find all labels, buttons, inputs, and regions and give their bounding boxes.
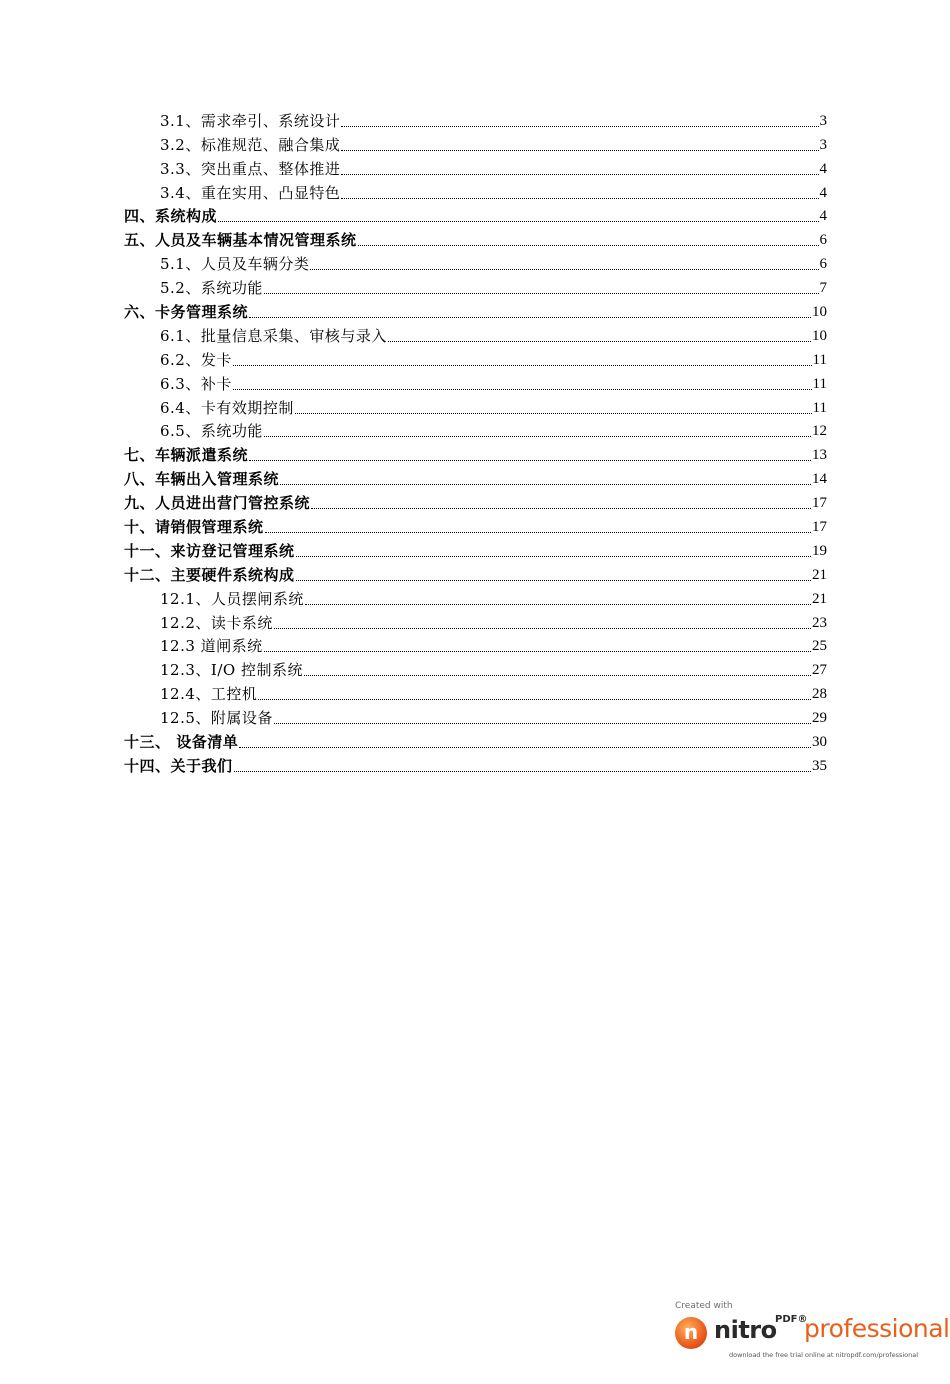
- toc-entry-page: 21: [812, 590, 827, 607]
- toc-entry-label: 十三、 设备清单: [124, 733, 239, 752]
- toc-entry-label: 九、人员进出营门管控系统: [124, 494, 311, 513]
- toc-entry-page: 3: [819, 136, 827, 153]
- toc-entry-page: 7: [819, 280, 827, 297]
- toc-entry[interactable]: [124, 202, 827, 226]
- toc-dot-leader: [234, 759, 811, 772]
- toc-entry-label: 3.4、重在实用、凸显特色: [160, 183, 341, 202]
- toc-dot-leader: [341, 162, 818, 175]
- toc-entry-page: 30: [812, 734, 827, 751]
- toc-entry-page: 29: [812, 710, 827, 727]
- toc-entry[interactable]: [124, 727, 827, 751]
- toc-dot-leader: [358, 233, 819, 246]
- toc-entry-page: 17: [812, 495, 827, 512]
- toc-entry[interactable]: [124, 393, 827, 417]
- toc-entry-label: 3.1、需求牵引、系统设计: [160, 111, 341, 130]
- toc-dot-leader: [264, 424, 811, 437]
- toc-entry[interactable]: [124, 345, 827, 369]
- toc-entry-page: 17: [812, 519, 827, 536]
- nitro-logo-icon: n: [675, 1317, 707, 1349]
- toc-entry[interactable]: [124, 440, 827, 464]
- watermark-created-with: Created with: [675, 1301, 733, 1311]
- toc-entry-page: 25: [812, 638, 827, 655]
- watermark-pdf: PDF®: [775, 1314, 808, 1325]
- watermark-brand: nitro: [714, 1316, 777, 1344]
- toc-entry-label: 四、系统构成: [124, 207, 218, 226]
- toc-dot-leader: [233, 353, 812, 366]
- toc-entry-label: 12.4、工控机: [160, 685, 258, 704]
- nitro-watermark: [672, 1300, 950, 1364]
- toc-dot-leader: [296, 544, 811, 557]
- toc-entry-page: 4: [819, 184, 827, 201]
- table-of-contents: [124, 106, 827, 775]
- toc-entry-page: 13: [812, 447, 827, 464]
- toc-entry-label: 3.3、突出重点、整体推进: [160, 159, 341, 178]
- toc-entry-page: 21: [812, 566, 827, 583]
- toc-entry-label: 12.1、人员摆闸系统: [160, 589, 304, 608]
- toc-entry-page: 3: [819, 112, 827, 129]
- toc-entry-label: 12.3 道闸系统: [160, 637, 263, 656]
- toc-entry[interactable]: [124, 178, 827, 202]
- toc-entry-label: 6.2、发卡: [160, 350, 232, 369]
- toc-entry-page: 6: [819, 256, 827, 273]
- toc-entry[interactable]: [124, 464, 827, 488]
- toc-entry[interactable]: [124, 106, 827, 130]
- toc-entry[interactable]: [124, 369, 827, 393]
- toc-dot-leader: [304, 663, 811, 676]
- toc-entry-page: 19: [812, 542, 827, 559]
- toc-entry[interactable]: [124, 560, 827, 584]
- toc-entry-label: 五、人员及车辆基本情况管理系统: [124, 231, 357, 250]
- toc-dot-leader: [388, 329, 811, 342]
- toc-entry[interactable]: [124, 273, 827, 297]
- toc-entry-label: 十一、来访登记管理系统: [124, 541, 295, 560]
- toc-entry[interactable]: [124, 655, 827, 679]
- toc-entry-label: 6.5、系统功能: [160, 422, 263, 441]
- toc-dot-leader: [249, 448, 811, 461]
- toc-entry-label: 6.3、补卡: [160, 374, 232, 393]
- toc-entry[interactable]: [124, 751, 827, 775]
- toc-entry-label: 十、请销假管理系统: [124, 518, 264, 537]
- toc-entry-label: 6.4、卡有效期控制: [160, 398, 294, 417]
- toc-dot-leader: [218, 209, 818, 222]
- toc-entry-label: 12.5、附属设备: [160, 709, 273, 728]
- toc-dot-leader: [239, 735, 811, 748]
- toc-entry-page: 27: [812, 662, 827, 679]
- toc-entry-page: 4: [819, 160, 827, 177]
- toc-entry[interactable]: [124, 512, 827, 536]
- toc-entry[interactable]: [124, 321, 827, 345]
- toc-entry-label: 八、车辆出入管理系统: [124, 470, 280, 489]
- toc-entry-page: 14: [812, 471, 827, 488]
- toc-entry-label: 6.1、批量信息采集、审核与录入: [160, 326, 387, 345]
- toc-entry-page: 11: [812, 399, 827, 416]
- toc-dot-leader: [341, 114, 818, 127]
- toc-entry-page: 12: [812, 423, 827, 440]
- toc-entry[interactable]: [124, 536, 827, 560]
- toc-dot-leader: [280, 472, 811, 485]
- toc-entry-label: 六、卡务管理系统: [124, 303, 249, 322]
- toc-dot-leader: [341, 138, 818, 151]
- toc-dot-leader: [233, 377, 812, 390]
- toc-dot-leader: [249, 305, 811, 318]
- toc-dot-leader: [296, 568, 811, 581]
- toc-entry-label: 3.2、标准规范、融合集成: [160, 135, 341, 154]
- toc-dot-leader: [274, 616, 811, 629]
- toc-dot-leader: [265, 520, 811, 533]
- watermark-edition: professional: [804, 1314, 950, 1343]
- toc-entry-page: 4: [819, 208, 827, 225]
- toc-dot-leader: [310, 257, 818, 270]
- toc-entry-label: 12.2、读卡系统: [160, 613, 273, 632]
- toc-entry-page: 10: [812, 304, 827, 321]
- toc-entry-label: 5.1、人员及车辆分类: [160, 255, 310, 274]
- toc-entry-page: 28: [812, 686, 827, 703]
- toc-entry-page: 11: [812, 351, 827, 368]
- toc-entry[interactable]: [124, 679, 827, 703]
- toc-entry[interactable]: [124, 584, 827, 608]
- toc-dot-leader: [264, 639, 811, 652]
- watermark-tagline: download the free trial online at nitropdf.com/professional: [729, 1351, 919, 1359]
- toc-entry[interactable]: [124, 417, 827, 441]
- toc-dot-leader: [311, 496, 811, 509]
- toc-entry[interactable]: [124, 632, 827, 656]
- toc-entry-label: 十四、关于我们: [124, 756, 233, 775]
- toc-entry-page: 10: [812, 327, 827, 344]
- toc-entry-label: 七、车辆派遣系统: [124, 446, 249, 465]
- toc-entry[interactable]: [124, 130, 827, 154]
- toc-entry-page: 6: [819, 232, 827, 249]
- toc-entry[interactable]: [124, 225, 827, 249]
- toc-entry[interactable]: [124, 297, 827, 321]
- toc-entry[interactable]: [124, 249, 827, 273]
- toc-dot-leader: [295, 401, 812, 414]
- toc-dot-leader: [264, 281, 819, 294]
- toc-dot-leader: [341, 186, 818, 199]
- toc-entry-page: 11: [812, 375, 827, 392]
- toc-entry[interactable]: [124, 488, 827, 512]
- toc-entry[interactable]: [124, 608, 827, 632]
- toc-entry[interactable]: [124, 703, 827, 727]
- toc-entry[interactable]: [124, 154, 827, 178]
- toc-dot-leader: [274, 711, 811, 724]
- toc-dot-leader: [305, 592, 811, 605]
- toc-dot-leader: [258, 687, 811, 700]
- toc-entry-label: 5.2、系统功能: [160, 279, 263, 298]
- toc-entry-label: 十二、主要硬件系统构成: [124, 565, 295, 584]
- toc-entry-page: 23: [812, 614, 827, 631]
- toc-entry-label: 12.3、I/O 控制系统: [160, 661, 303, 680]
- toc-entry-page: 35: [812, 757, 827, 774]
